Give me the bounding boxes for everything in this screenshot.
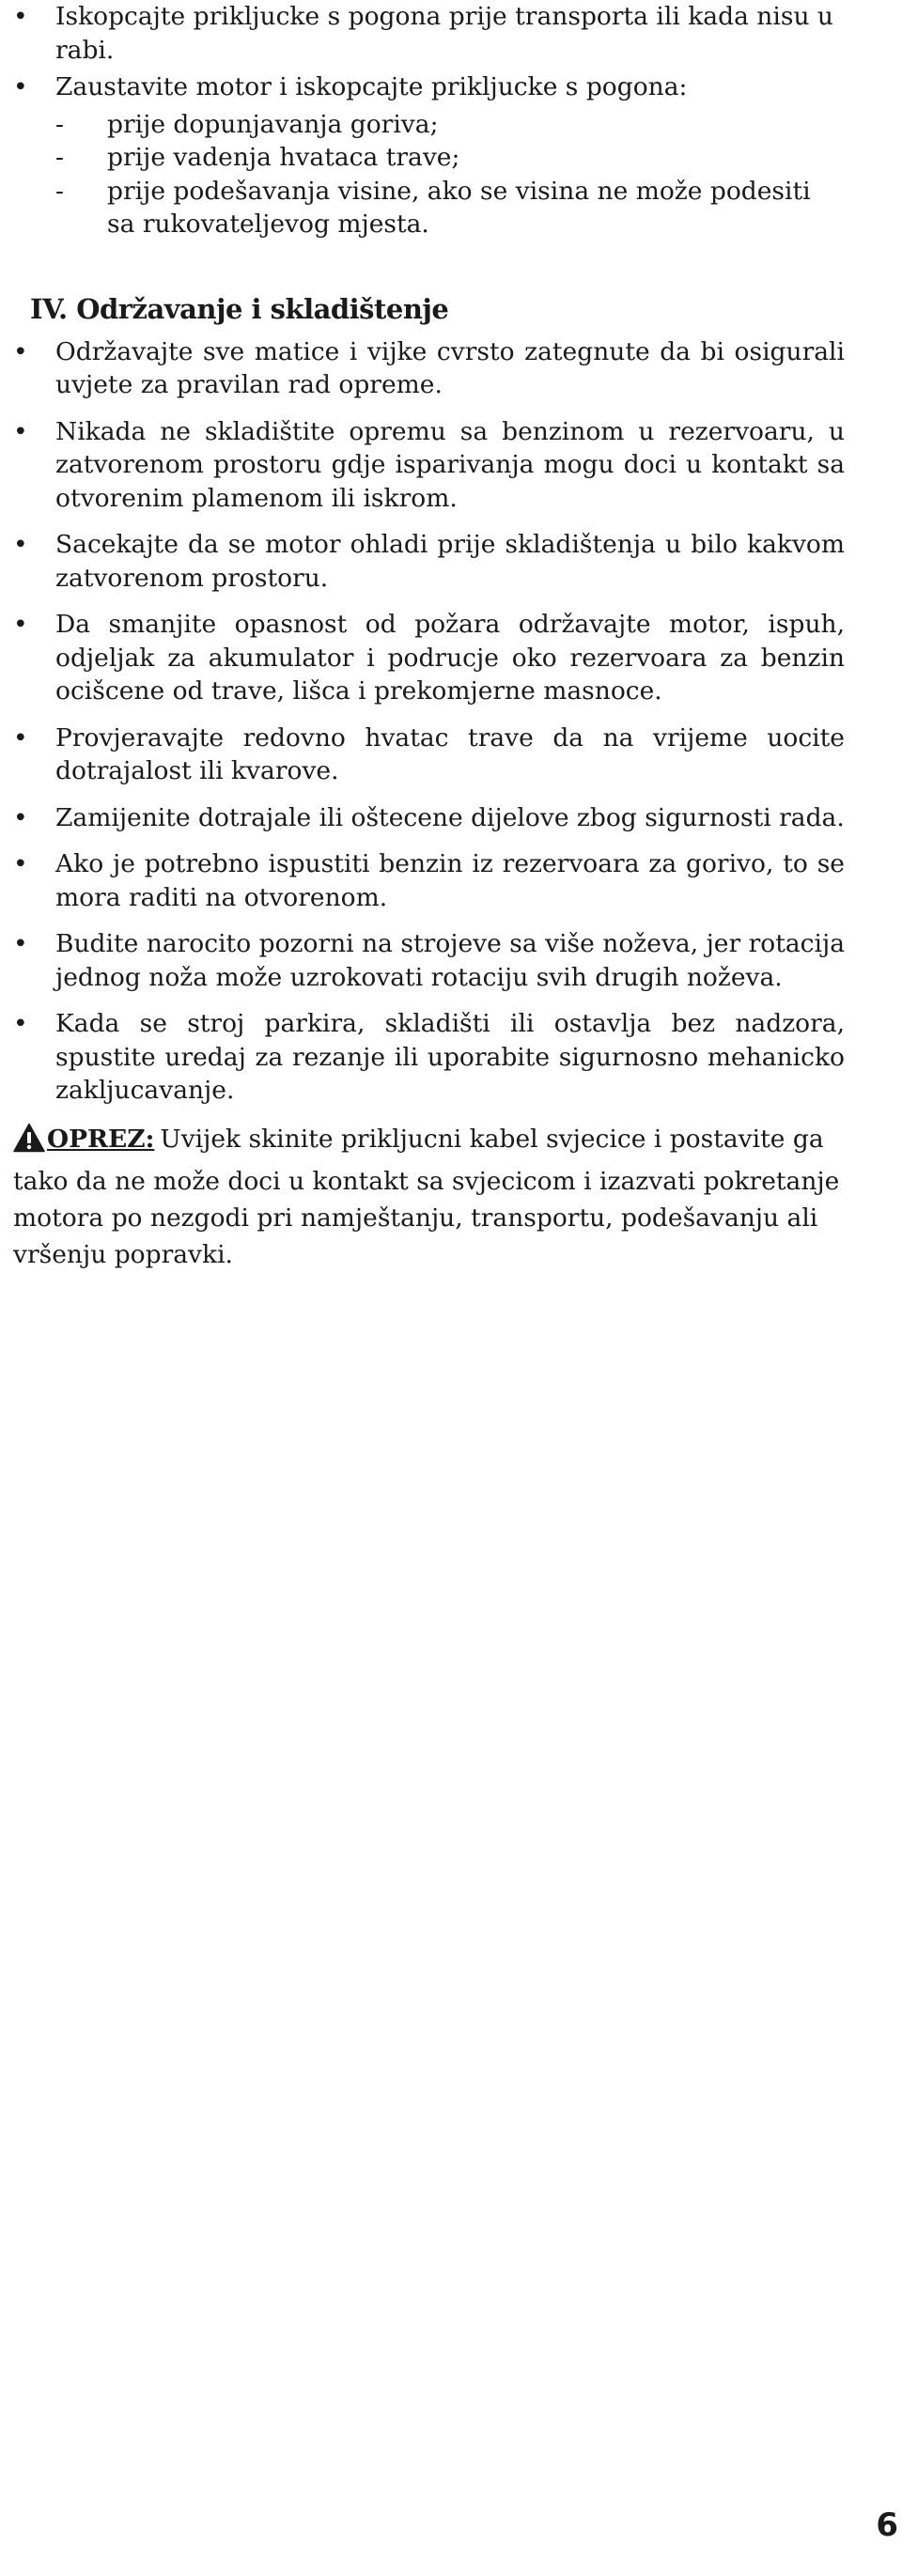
list-item-text: Zamijenite dotrajale ili oštecene dijelove zbog sigurnosti rada. <box>55 802 845 832</box>
list-item-text: Ako je potrebno ispustiti benzin iz rezervoara za gorivo, to se mora raditi na otvorenom. <box>55 849 845 912</box>
bullet: • <box>13 610 28 639</box>
intro-list <box>13 0 845 241</box>
list-item-text: Nikada ne skladištite opremu sa benzinom u rezervoaru, u zatvorenom prostoru gdje isparivanja mogu doci u kontakt sa otvorenim plamenom ili iskrom. <box>55 416 845 513</box>
dash: - <box>55 176 64 206</box>
list-item <box>13 335 845 402</box>
list-item-text: Iskopcajte prikljucke s pogona prije transporta ili kada nisu u rabi. <box>55 2 833 65</box>
list-item <box>13 927 845 994</box>
list-item-text: Kada se stroj parkira, skladišti ili ostavlja bez nadzora, spustite uredaj za rezanje ili uporabite sigurnosno mehanicko zakljucavanje. <box>55 1009 845 1105</box>
list-item <box>13 1007 845 1108</box>
page-content <box>13 0 845 1297</box>
list-item-text: Održavajte sve matice i vijke cvrsto zategnute da bi osigurali uvjete za pravilan rad opreme. <box>55 336 845 399</box>
sub-list-item-text: prije podešavanja visine, ako se visina ne može podesiti sa rukovateljevog mjesta. <box>107 176 811 239</box>
bullet: • <box>13 72 28 101</box>
sub-list-item-text: prije dopunjavanja goriva; <box>107 109 439 139</box>
bullet: • <box>13 416 28 446</box>
list-item-text: Da smanjite opasnost od požara održavajte motor, ispuh, odjeljak za akumulator i podrucje oko rezervoara za benzin ocišcene od trave, lišca i prekomjerne masnoce. <box>55 610 845 706</box>
page-number: 6 <box>876 2506 898 2544</box>
list-item <box>13 528 845 595</box>
bullet: • <box>13 530 28 559</box>
warning-paragraph <box>13 1121 845 1273</box>
list-item <box>13 0 845 67</box>
sub-list-item-text: prije vadenja hvataca trave; <box>107 143 460 172</box>
list-item-text: Sacekajte da se motor ohladi prije skladištenja u bilo kakvom zatvorenom prostoru. <box>55 530 845 593</box>
warning-label: OPREZ: <box>47 1124 155 1154</box>
dash: - <box>55 109 64 139</box>
list-item-text: Zaustavite motor i iskopcajte prikljucke s pogona: <box>55 72 688 101</box>
list-item-text: Budite narocito pozorni na strojeve sa više noževa, jer rotacija jednog noža može uzrokovati rotaciju svih drugih noževa. <box>55 929 845 992</box>
warning-text: Uvijek skinite prikljucni kabel svjecice i postavite ga tako da ne može doci u kontakt sa svjecicom i izazvati pokretanje motora po nezgodi pri namještanju, transportu, podešavanju ali vršenju popravki. <box>13 1124 840 1269</box>
list-item <box>13 415 845 516</box>
sub-list-item <box>13 141 845 175</box>
bullet: • <box>13 929 28 958</box>
sub-list-item <box>13 108 845 142</box>
list-item <box>13 722 845 788</box>
list-item <box>13 608 845 708</box>
sub-list-item <box>13 175 845 241</box>
bullet: • <box>13 849 28 878</box>
section-heading: IV. Održavanje i skladištenje <box>30 292 449 325</box>
dash: - <box>55 143 64 172</box>
bullet: • <box>13 1009 28 1038</box>
bullet: • <box>13 2 28 31</box>
maintenance-list <box>13 335 845 1108</box>
list-item <box>13 70 845 104</box>
bullet: • <box>13 722 28 753</box>
list-item-text: Provjeravajte redovno hvatac trave da na vrijeme uocite dotrajalost ili kvarove. <box>55 722 845 785</box>
list-item <box>13 801 845 835</box>
list-item <box>13 847 845 914</box>
warning-triangle-icon <box>13 1123 45 1163</box>
bullet: • <box>13 336 28 366</box>
bullet: • <box>13 802 28 832</box>
